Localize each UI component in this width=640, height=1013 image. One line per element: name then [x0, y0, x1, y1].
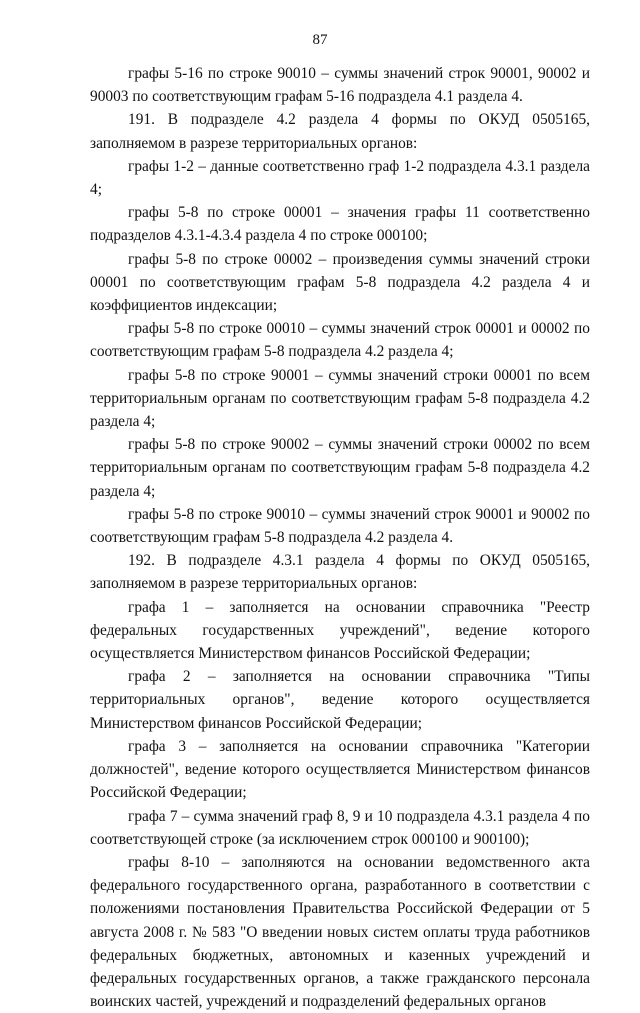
paragraph: графа 1 – заполняется на основании справочника "Реестр федеральных государственных учреждений", ведение которого осуществляется Министерством финансов Российской Федерации;	[90, 598, 590, 663]
document-body	[90, 62, 590, 1013]
paragraph: графа 2 – заполняется на основании справочника "Типы территориальных органов", ведение которого осуществляется Министерством финансов Российской Федерации;	[90, 668, 590, 732]
paragraph: графы 5-8 по строке 00001 – значения графы 11 соответственно подразделов 4.3.1-4.3.4 раздела 4 по строке 000100;	[90, 204, 590, 245]
page-number: 87	[312, 32, 328, 48]
paragraph: графа 3 – заполняется на основании справочника "Категории должностей", ведение которого осуществляется Министерством финансов Российской Федерации;	[90, 737, 590, 802]
paragraph: 191. В подразделе 4.2 раздела 4 формы по ОКУД 0505165, заполняемом в разрезе территориальных органов:	[90, 111, 590, 152]
paragraph: графы 5-8 по строке 90001 – суммы значений строки 00001 по всем территориальным органам по соответствующим графам 5-8 подраздела 4.2 раздела 4;	[90, 366, 590, 431]
paragraph: графы 8-10 – заполняются на основании ведомственного акта федерального государственного органа, разработанного в соответствии с положениями постановления Правительства Российской Федерации от 5 августа 2008 г. № 583 "О введении новых систем оплаты труда работников федеральных бюджетных, автономных и казенных учреждений и федеральных государственных органов, а также гражданского персонала воинских частей, учреждений и подразделений федеральных органов	[90, 853, 590, 1011]
paragraph: графы 5-8 по строке 90010 – суммы значений строк 90001 и 90002 по соответствующим графам 5-8 подраздела 4.2 раздела 4.	[90, 505, 590, 547]
paragraph: графы 5-8 по строке 00002 – произведения суммы значений строки 00001 по соответствующим графам 5-8 подраздела 4.2 раздела 4 и коэффициентов индексации;	[90, 250, 590, 315]
paragraph: графа 7 – сумма значений граф 8, 9 и 10 подраздела 4.3.1 раздела 4 по соответствующей строке (за исключением строк 000100 и 900100);	[90, 807, 590, 848]
paragraph: графы 1-2 – данные соответственно граф 1-2 подраздела 4.3.1 раздела 4;	[90, 157, 590, 199]
paragraph: 192. В подразделе 4.3.1 раздела 4 формы по ОКУД 0505165, заполняемом в разрезе территориальных органов:	[90, 552, 590, 593]
paragraph: графы 5-16 по строке 90010 – суммы значений строк 90001, 90002 и 90003 по соответствующим графам 5-16 подраздела 4.1 раздела 4.	[90, 65, 590, 106]
paragraph: графы 5-8 по строке 90002 – суммы значений строки 00002 по всем территориальным органам по соответствующим графам 5-8 подраздела 4.2 раздела 4;	[90, 436, 590, 500]
paragraph: графы 5-8 по строке 00010 – суммы значений строк 00001 и 00002 по соответствующим графам 5-8 подраздела 4.2 раздела 4;	[90, 320, 590, 361]
